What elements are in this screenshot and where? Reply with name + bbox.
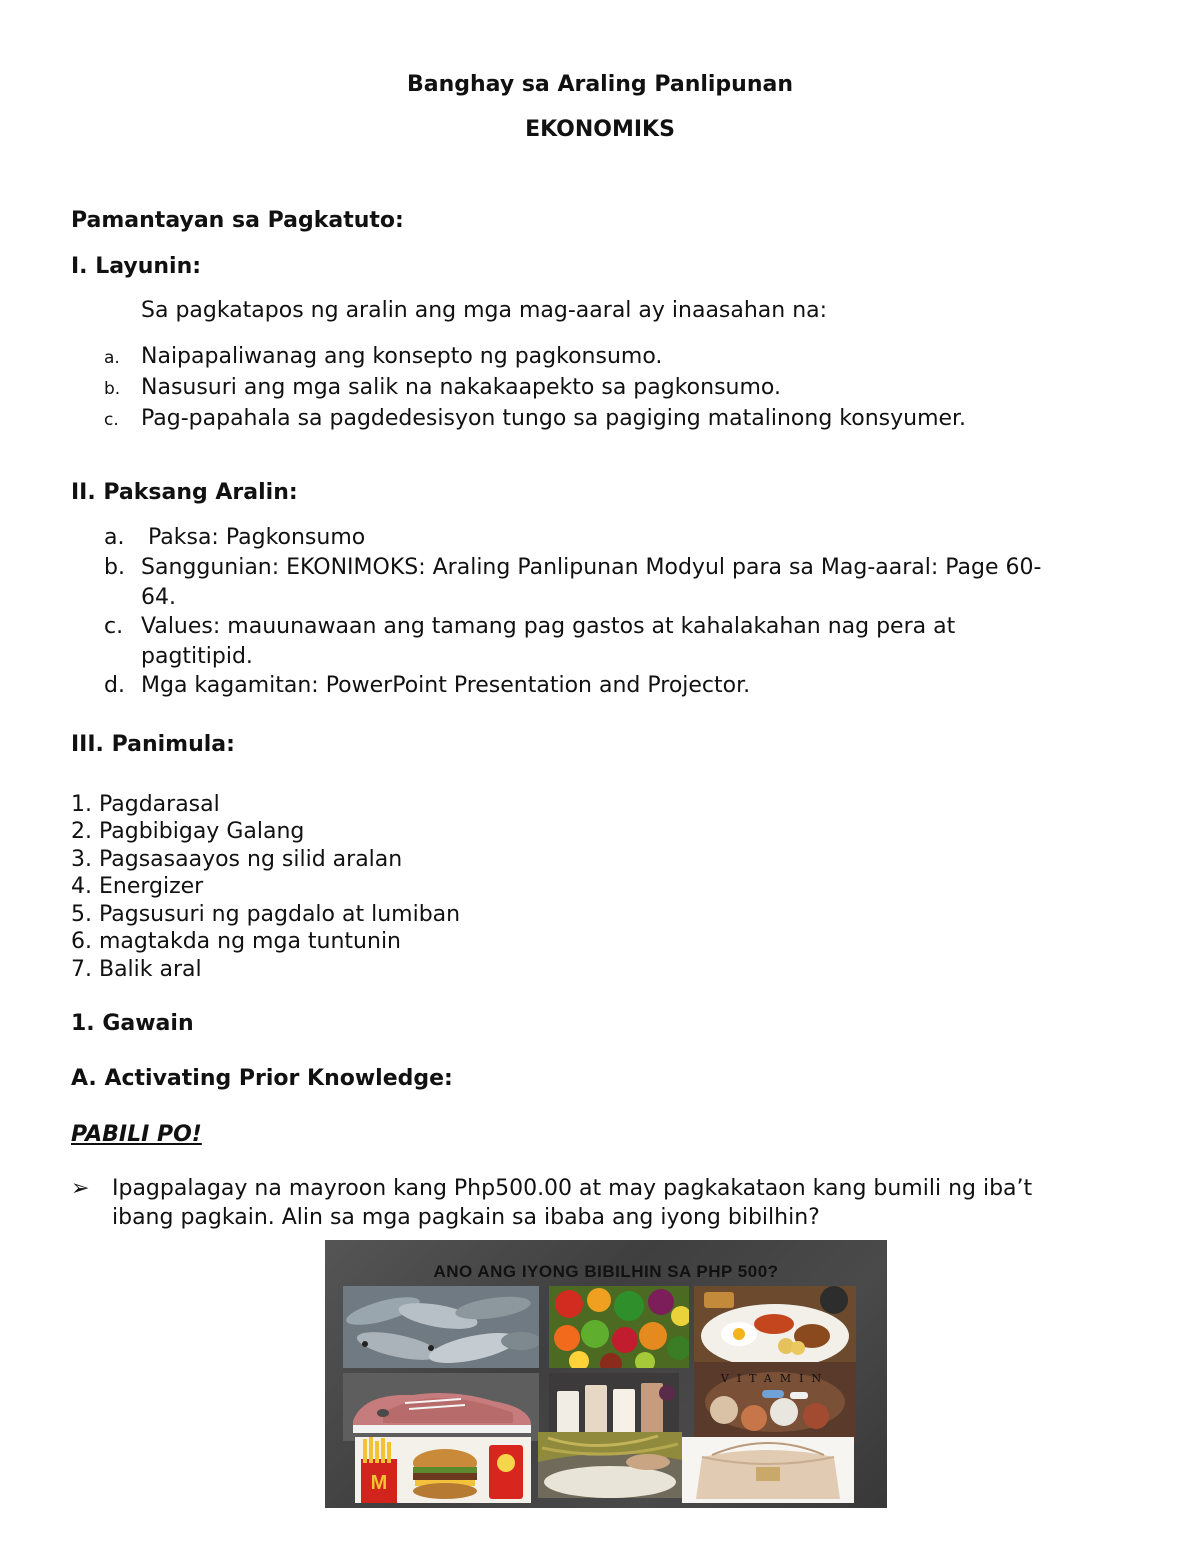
layunin-item — [104, 406, 966, 431]
list-item-continuation: pagtitipid. — [141, 644, 253, 669]
activating-heading: A. Activating Prior Knowledge: — [71, 1066, 453, 1091]
handbag-photo — [682, 1437, 854, 1503]
list-item-continuation: 64. — [141, 585, 176, 610]
panimula-item: 6. magtakda ng mga tuntunin — [71, 929, 401, 954]
list-marker: b. — [104, 379, 121, 399]
panimula-item: 2. Pagbibigay Galang — [71, 819, 305, 844]
paksa-item — [104, 614, 955, 639]
panimula-item: 4. Energizer — [71, 874, 204, 899]
list-marker: d. — [104, 673, 125, 698]
paksa-item — [104, 673, 750, 698]
vegetables-photo — [549, 1286, 689, 1368]
svg-text:M: M — [370, 1472, 388, 1494]
list-marker: b. — [104, 555, 125, 580]
pabili-heading: PABILI PO! — [71, 1122, 202, 1147]
panimula-item: 1. Pagdarasal — [71, 792, 220, 817]
list-item-text: Naipapaliwanag ang konsepto ng pagkonsumo. — [141, 344, 663, 369]
paksa-heading: II. Paksang Aralin: — [71, 480, 298, 505]
layunin-intro: Sa pagkatapos ng aralin ang mga mag-aaral ay inaasahan na: — [141, 298, 828, 323]
layunin-heading: I. Layunin: — [71, 254, 202, 279]
paksa-item — [104, 525, 365, 550]
fastfood-photo — [355, 1437, 531, 1503]
milkshakes-photo — [549, 1373, 679, 1441]
list-item-text: Values: mauunawaan ang tamang pag gastos at kahalakahan nag pera at — [141, 614, 956, 639]
list-marker: c. — [104, 410, 119, 430]
panimula-item: 5. Pagsusuri ng pagdalo at lumiban — [71, 902, 461, 927]
document-subtitle: EKONOMIKS — [525, 117, 675, 142]
document-title: Banghay sa Araling Panlipunan — [406, 72, 794, 97]
vitamins-photo — [694, 1362, 856, 1442]
picture-title: ANO ANG IYONG BIBILHIN SA PHP 500? — [433, 1262, 779, 1281]
list-item-text: Pag-papahala sa pagdedesisyon tungo sa pagiging matalinong konsyumer. — [141, 406, 967, 431]
instruction-bullet: ➢ — [71, 1176, 90, 1201]
list-marker: a. — [104, 348, 120, 368]
gawain-heading: 1. Gawain — [71, 1011, 194, 1036]
layunin-item — [104, 375, 781, 400]
paksa-item — [104, 555, 1041, 580]
sneakers-photo — [343, 1373, 539, 1441]
pamantayan-heading: Pamantayan sa Pagkatuto: — [71, 208, 404, 233]
list-item-text: Nasusuri ang mga salik na nakakaapekto sa pagkonsumo. — [141, 375, 781, 400]
food-choices-picture — [325, 1240, 887, 1508]
list-marker: c. — [104, 614, 124, 639]
instruction-line: Ipagpalagay na mayroon kang Php500.00 at may pagkakataon kang bumili ng iba’t — [112, 1176, 1033, 1201]
layunin-item — [104, 344, 662, 369]
panimula-item: 3. Pagsasaayos ng silid aralan — [71, 847, 403, 872]
fish-photo — [343, 1286, 539, 1368]
instruction-line: ibang pagkain. Alin sa mga pagkain sa ibaba ang iyong bibilhin? — [112, 1205, 820, 1230]
list-marker: a. — [104, 525, 125, 550]
rice-photo — [538, 1432, 682, 1498]
panimula-item: 7. Balik aral — [71, 957, 202, 982]
vitamin-letters: VITAMIN — [720, 1372, 830, 1385]
panimula-heading: III. Panimula: — [71, 732, 235, 757]
breakfast-photo — [694, 1286, 856, 1368]
list-item-text: Paksa: Pagkonsumo — [141, 525, 366, 550]
list-item-text: Mga kagamitan: PowerPoint Presentation and Projector. — [141, 673, 751, 698]
list-item-text: Sanggunian: EKONIMOKS: Araling Panlipunan Modyul para sa Mag-aaral: Page 60- — [141, 555, 1042, 580]
